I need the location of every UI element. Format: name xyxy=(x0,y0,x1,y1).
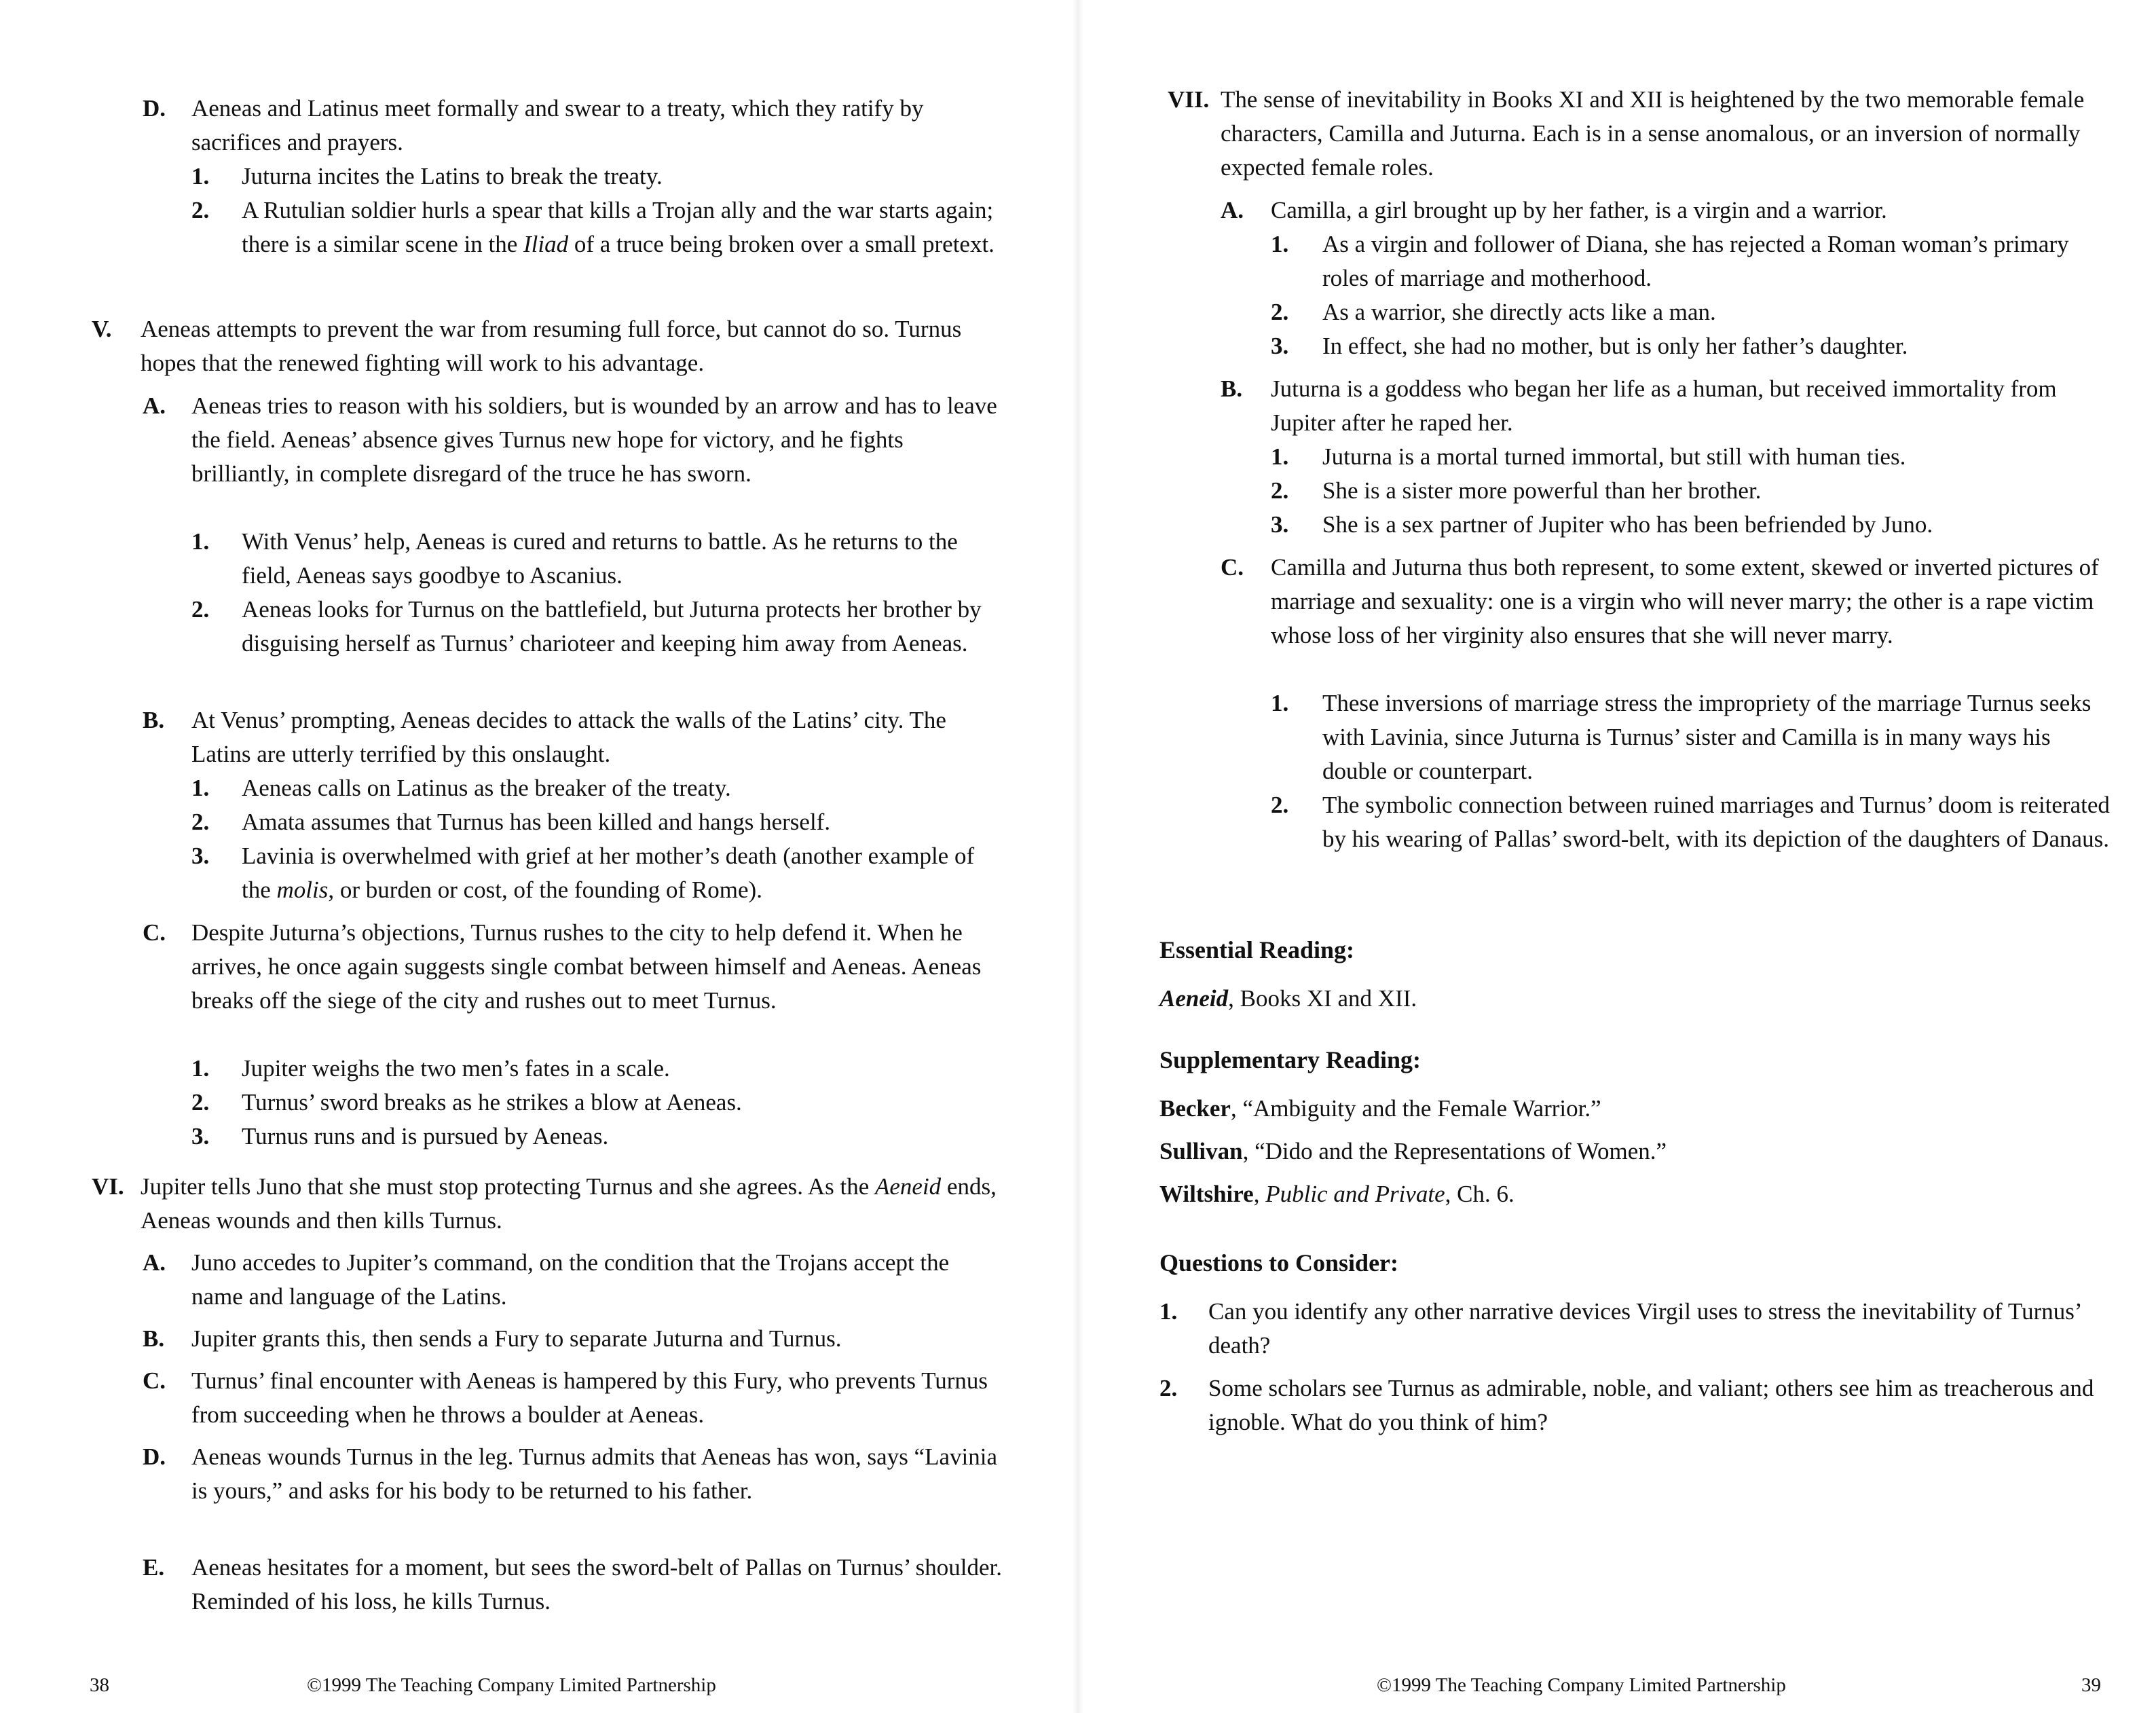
outline-text: Aeneas wounds Turnus in the leg. Turnus admits that Aeneas has won, says “Lavinia is yours,” and asks for his body to be returned to his father. xyxy=(191,1443,997,1504)
outline-marker: 1. xyxy=(191,775,210,801)
outline-text: Camilla and Juturna thus both represent, to some extent, skewed or inverted pictures of marriage and sexuality: one is a virgin who will never marry; the other is a rape victim whose loss of her virginity also ensures that she will never marry. xyxy=(1271,554,2099,648)
essential-reading-entry: Aeneid, Books XI and XII. xyxy=(1159,985,1417,1012)
outline-text: Turnus’ final encounter with Aeneas is hampered by this Fury, who prevents Turnus from succeeding when he throws a boulder at Aeneas. xyxy=(191,1367,988,1428)
question-marker: 2. xyxy=(1159,1375,1178,1401)
outline-item-vi-b xyxy=(143,1322,1005,1356)
outline-item-vii-b-2 xyxy=(1271,474,2118,508)
outline-item-v-c-1 xyxy=(191,1052,1005,1086)
outline-item-v-c-3 xyxy=(191,1120,1005,1154)
outline-marker: V. xyxy=(92,316,112,342)
outline-marker: A. xyxy=(143,392,166,419)
outline-text: Jupiter grants this, then sends a Fury to separate Juturna and Turnus. xyxy=(191,1325,842,1352)
outline-item-v-b-3 xyxy=(191,839,1005,907)
work-title-iliad: Iliad xyxy=(523,231,569,257)
outline-text: Aeneas and Latinus meet formally and swear to a treaty, which they ratify by sacrifices and prayers. xyxy=(191,95,924,155)
outline-item-vii-a-2 xyxy=(1271,295,2118,329)
outline-marker: VII. xyxy=(1168,86,1210,113)
reading-entry: Wiltshire, Public and Private, Ch. 6. xyxy=(1159,1181,1514,1207)
outline-marker: D. xyxy=(143,1443,166,1470)
outline-marker: 2. xyxy=(191,596,210,623)
reading-author: Wiltshire xyxy=(1159,1181,1254,1207)
outline-marker: A. xyxy=(1221,197,1244,223)
outline-text: Juturna incites the Latins to break the treaty. xyxy=(242,163,663,189)
outline-text: With Venus’ help, Aeneas is cured and returns to battle. As he returns to the field, Aeneas says goodbye to Ascanius. xyxy=(242,528,958,589)
outline-item-v xyxy=(92,312,1005,380)
term-molis: molis xyxy=(276,877,329,903)
outline-text: Despite Juturna’s objections, Turnus rushes to the city to help defend it. When he arrives, he once again suggests single combat between himself and Aeneas. Aeneas breaks off the siege of the city and rushes out to meet Turnus. xyxy=(191,919,982,1014)
outline-item-vii xyxy=(1168,83,2118,185)
page-number: 39 xyxy=(2081,1674,2101,1696)
outline-item-v-b-1 xyxy=(191,771,1005,805)
outline-item-vii-a xyxy=(1221,194,2118,227)
copyright-notice: ©1999 The Teaching Company Limited Partnership xyxy=(307,1674,716,1696)
outline-marker: E. xyxy=(143,1554,165,1581)
work-title-aeneid: Aeneid xyxy=(1159,985,1229,1012)
outline-marker: 3. xyxy=(1271,511,1289,538)
questions-section xyxy=(1159,1246,2117,1439)
outline-text: As a virgin and follower of Diana, she has rejected a Roman woman’s primary roles of marriage and motherhood. xyxy=(1322,231,2069,291)
outline-text: Juno accedes to Jupiter’s command, on the condition that the Trojans accept the name and language of the Latins. xyxy=(191,1249,950,1310)
outline-marker: 2. xyxy=(191,809,210,835)
outline-marker: 1. xyxy=(1271,690,1289,716)
outline-text: She is a sex partner of Jupiter who has been befriended by Juno. xyxy=(1322,511,1933,538)
outline-item-vii-b-1 xyxy=(1271,440,2118,474)
outline-item-vii-a-3 xyxy=(1271,329,2118,363)
outline-item-vii-c-1 xyxy=(1271,686,2118,788)
outline-item-vii-b xyxy=(1221,372,2118,440)
outline-item-v-c-2 xyxy=(191,1086,1005,1120)
outline-marker: 1. xyxy=(1271,231,1289,257)
outline-text: Aeneas looks for Turnus on the battlefield, but Juturna protects her brother by disguising herself as Turnus’ charioteer and keeping him away from Aeneas. xyxy=(242,596,982,657)
outline-marker: 1. xyxy=(191,528,210,555)
outline-text: Lavinia is overwhelmed with grief at her mother’s death (another example of the molis, or burden or cost, of the founding of Rome). xyxy=(242,843,975,903)
outline-item-vi-e xyxy=(143,1551,1005,1619)
copyright-notice: ©1999 The Teaching Company Limited Partnership xyxy=(1377,1674,1786,1696)
outline-marker: 2. xyxy=(1271,477,1289,504)
outline-marker: 3. xyxy=(191,843,210,869)
outline-text: Juturna is a mortal turned immortal, but still with human ties. xyxy=(1322,443,1906,470)
outline-marker: B. xyxy=(143,1325,165,1352)
outline-marker: 3. xyxy=(191,1123,210,1149)
outline-text: The symbolic connection between ruined marriages and Turnus’ doom is reiterated by his wearing of Pallas’ sword-belt, with its depiction of the daughters of Danaus. xyxy=(1322,792,2110,852)
question-item xyxy=(1159,1295,2117,1363)
outline-text: A Rutulian soldier hurls a spear that kills a Trojan ally and the war starts again; there is a similar scene in the Iliad of a truce being broken over a small pretext. xyxy=(242,197,995,257)
outline-item-v-a-2 xyxy=(191,593,1005,661)
outline-item-vii-c-2 xyxy=(1271,788,2118,856)
outline-item-v-b-2 xyxy=(191,805,1005,839)
outline-item-v-b xyxy=(143,703,1005,771)
outline-marker: C. xyxy=(143,1367,166,1394)
question-marker: 1. xyxy=(1159,1298,1178,1325)
outline-item-v-c xyxy=(143,916,1005,1018)
outline-marker: C. xyxy=(1221,554,1244,581)
outline-text: Turnus’ sword breaks as he strikes a blow at Aeneas. xyxy=(242,1089,742,1116)
outline-text: Aeneas hesitates for a moment, but sees the sword-belt of Pallas on Turnus’ shoulder. Reminded of his loss, he kills Turnus. xyxy=(191,1554,1003,1615)
outline-text: She is a sister more powerful than her brother. xyxy=(1322,477,1762,504)
outline-text: Juturna is a goddess who began her life as a human, but received immortality from Jupiter after he raped her. xyxy=(1271,375,2057,436)
reading-author: Becker xyxy=(1159,1095,1231,1122)
essential-reading-heading: Essential Reading: xyxy=(1159,936,1355,963)
outline-marker: 1. xyxy=(191,163,210,189)
outline-item-vii-c xyxy=(1221,551,2118,652)
outline-item-vi xyxy=(92,1170,1005,1238)
outline-text: At Venus’ prompting, Aeneas decides to attack the walls of the Latins’ city. The Latins are utterly terrified by this onslaught. xyxy=(191,707,946,767)
outline-text: Aeneas attempts to prevent the war from resuming full force, but cannot do so. Turnus hopes that the renewed fighting will work to his advantage. xyxy=(141,316,962,376)
supplementary-reading-heading: Supplementary Reading: xyxy=(1159,1046,1421,1073)
page-39 xyxy=(1078,0,2156,1713)
outline-item-v-a-1 xyxy=(191,525,1005,593)
supplementary-reading-section xyxy=(1159,1043,2110,1211)
page-number: 38 xyxy=(90,1674,109,1696)
outline-marker: C. xyxy=(143,919,166,946)
reading-entry: Sullivan, “Dido and the Representations of Women.” xyxy=(1159,1138,1667,1164)
outline-text: Aeneas calls on Latinus as the breaker of the treaty. xyxy=(242,775,731,801)
outline-marker: VI. xyxy=(92,1173,124,1200)
outline-text: As a warrior, she directly acts like a man. xyxy=(1322,299,1716,325)
question-text: Some scholars see Turnus as admirable, noble, and valiant; others see him as treacherous and ignoble. What do you think of him? xyxy=(1208,1375,2094,1435)
outline-item-v-a xyxy=(143,389,1005,491)
outline-item-vi-a xyxy=(143,1246,1005,1314)
reading-title: Public and Private xyxy=(1265,1181,1445,1207)
outline-marker: B. xyxy=(143,707,165,733)
outline-text: Jupiter weighs the two men’s fates in a scale. xyxy=(242,1055,670,1082)
outline-marker: 1. xyxy=(191,1055,210,1082)
outline-item-iv-d xyxy=(143,92,1005,160)
outline-marker: D. xyxy=(143,95,166,122)
reading-entry: Becker, “Ambiguity and the Female Warrior.” xyxy=(1159,1095,1601,1122)
outline-text: Aeneas tries to reason with his soldiers, but is wounded by an arrow and has to leave the field. Aeneas’ absence gives Turnus new hope for victory, and he fights brilliantly, in complete disregard of the truce he has sworn. xyxy=(191,392,997,487)
outline-text: Camilla, a girl brought up by her father, is a virgin and a warrior. xyxy=(1271,197,1887,223)
outline-marker: 2. xyxy=(191,197,210,223)
outline-item-vii-b-3 xyxy=(1271,508,2118,542)
outline-item-vi-d xyxy=(143,1440,1005,1508)
outline-marker: 1. xyxy=(1271,443,1289,470)
outline-marker: 2. xyxy=(191,1089,210,1116)
questions-heading: Questions to Consider: xyxy=(1159,1249,1399,1276)
outline-marker: 3. xyxy=(1271,333,1289,359)
outline-text: Amata assumes that Turnus has been killed and hangs herself. xyxy=(242,809,831,835)
outline-marker: A. xyxy=(143,1249,166,1276)
essential-reading-section xyxy=(1159,933,2110,1016)
outline-marker: B. xyxy=(1221,375,1243,402)
outline-text: The sense of inevitability in Books XI and XII is heightened by the two memorable female characters, Camilla and Juturna. Each is in a sense anomalous, or an inversion of normally expected female roles. xyxy=(1221,86,2085,181)
reading-author: Sullivan xyxy=(1159,1138,1243,1164)
outline-marker: 2. xyxy=(1271,299,1289,325)
outline-text: These inversions of marriage stress the impropriety of the marriage Turnus seeks with Lavinia, since Juturna is Turnus’ sister and Camilla is in many ways his double or counterpart. xyxy=(1322,690,2092,784)
outline-text: In effect, she had no mother, but is only her father’s daughter. xyxy=(1322,333,1908,359)
outline-item-iv-d-2 xyxy=(191,194,1005,261)
outline-item-iv-d-1 xyxy=(191,160,1005,194)
outline-text: Turnus runs and is pursued by Aeneas. xyxy=(242,1123,609,1149)
outline-marker: 2. xyxy=(1271,792,1289,818)
question-item xyxy=(1159,1371,2117,1439)
question-text: Can you identify any other narrative devices Virgil uses to stress the inevitability of Turnus’ death? xyxy=(1208,1298,2081,1359)
outline-item-vi-c xyxy=(143,1364,1005,1432)
outline-item-vii-a-1 xyxy=(1271,227,2118,295)
work-title-aeneid: Aeneid xyxy=(875,1173,942,1200)
outline-text: Jupiter tells Juno that she must stop protecting Turnus and she agrees. As the Aeneid ends, Aeneas wounds and then kills Turnus. xyxy=(141,1173,997,1234)
